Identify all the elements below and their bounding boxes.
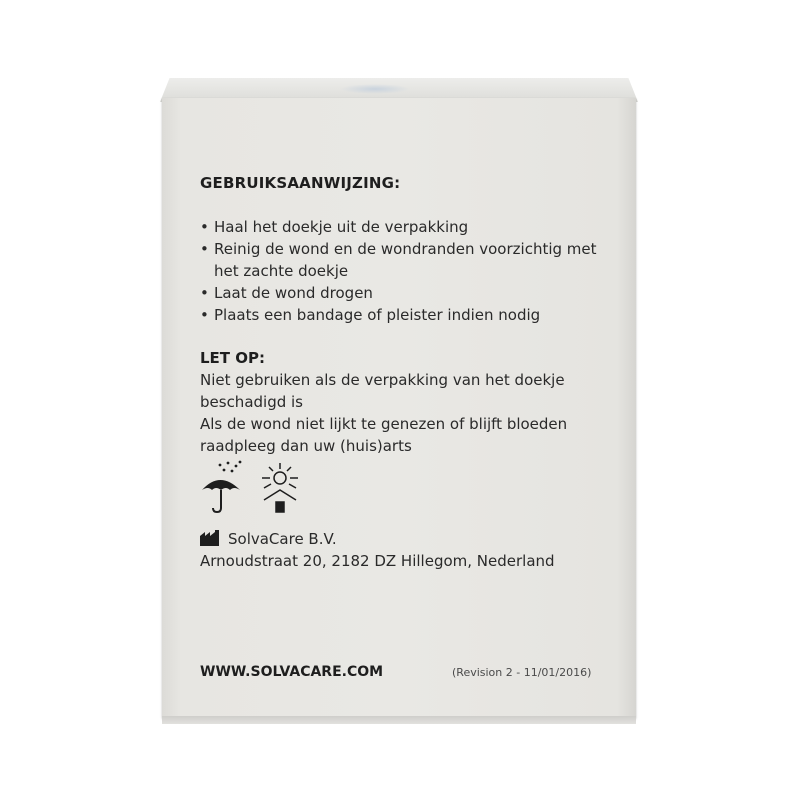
warning-title: LET OP: — [200, 349, 266, 367]
warning-line: Niet gebruiken als de verpakking van het doekje beschadigd is — [200, 371, 565, 411]
warning-section — [200, 347, 610, 457]
manufacturer-address: Arnoudstraat 20, 2182 DZ Hillegom, Nederland — [200, 552, 555, 570]
box-bottom-edge — [162, 716, 636, 724]
keep-dry-umbrella-icon — [198, 460, 308, 518]
storage-symbols — [198, 460, 308, 522]
list-item: • Laat de wond drogen — [200, 282, 600, 304]
manufacturer-name: SolvaCare B.V. — [228, 530, 337, 548]
website-url: WWW.SOLVACARE.COM — [200, 664, 384, 680]
list-item: • Plaats een bandage of pleister indien nodig — [200, 304, 600, 326]
flap-print-mark — [340, 84, 410, 94]
warning-line: Als de wond niet lijkt te genezen of blijft bloeden raadpleeg dan uw (huis)arts — [200, 415, 568, 455]
manufacturer-factory-icon — [200, 530, 222, 546]
instructions-list — [200, 216, 600, 326]
revision-label: (Revision 2 - 11/01/2016) — [452, 666, 592, 679]
manufacturer-info — [200, 528, 555, 572]
keep-away-from-sunlight-icon — [262, 463, 298, 512]
list-item: • Reinig de wond en de wondranden voorzichtig met het zachte doekje — [200, 238, 600, 282]
list-item: • Haal het doekje uit de verpakking — [200, 216, 600, 238]
instructions-heading: GEBRUIKSAANWIJZING: — [200, 174, 401, 192]
